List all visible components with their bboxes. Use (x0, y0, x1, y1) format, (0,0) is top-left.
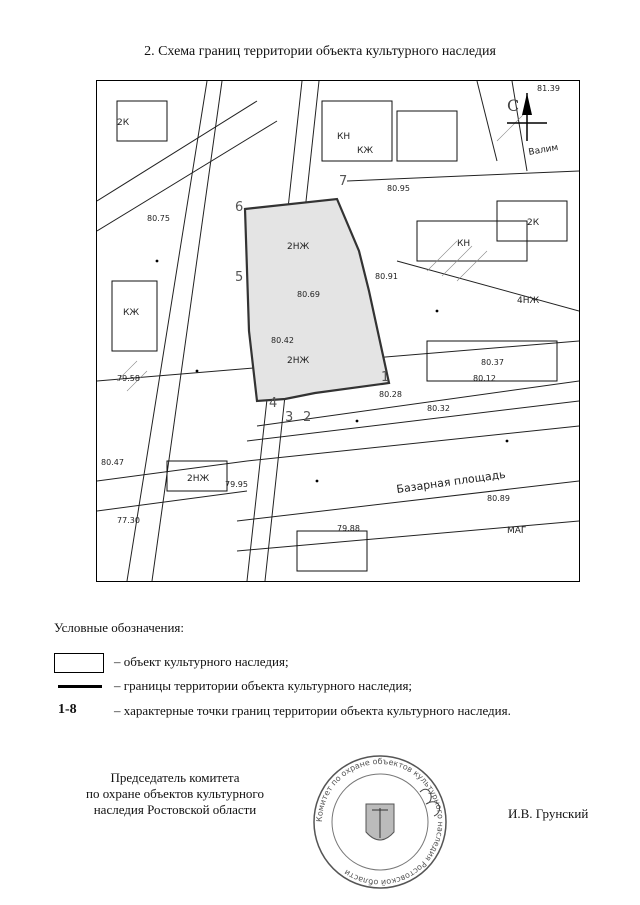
heritage-object (245, 199, 389, 401)
street-label: Базарная площадь (395, 467, 507, 496)
official-stamp (310, 752, 450, 892)
elevation-label: 80.89 (487, 494, 510, 503)
building-code: 2НЖ (287, 242, 310, 252)
elevation-label: 80.69 (297, 290, 320, 299)
elevation-label: 81.39 (537, 84, 560, 93)
legend-title: Условные обозначения: (54, 620, 185, 635)
stamp-text: Комитет по охране объектов культурного наследия Ростовской области (314, 756, 446, 888)
street-label: Валим (527, 142, 560, 158)
legend-points-symbol: 1-8 (58, 702, 77, 717)
elevation-label: 80.37 (481, 358, 504, 367)
elevation-label: 80.42 (271, 336, 294, 345)
legend-text: – границы территории объекта культурного наследия; (114, 678, 413, 693)
building-code: 4НЖ (517, 296, 540, 306)
signature-block (70, 770, 280, 818)
legend-item-points (54, 702, 614, 722)
building-code: 2К (527, 218, 540, 228)
legend-item-object (54, 653, 614, 673)
elevation-label: 80.32 (427, 404, 450, 413)
elevation-label: 80.28 (379, 390, 402, 399)
elevation-label: 79.95 (225, 480, 248, 489)
building-code: КЖ (357, 146, 374, 156)
legend-text: – характерные точки границ территории объекта культурного наследия. (114, 703, 511, 718)
signature-line: по охране объектов культурного (86, 786, 264, 801)
elevation-label: 79.58 (117, 374, 140, 383)
elevation-label: 80.75 (147, 214, 170, 223)
elevation-label: 80.95 (387, 184, 410, 193)
north-letter: С (507, 96, 520, 115)
point-number: 7 (339, 174, 348, 189)
point-number: 2 (303, 410, 312, 425)
elevation-label: 80.12 (473, 374, 496, 383)
elevation-label: 77.30 (117, 516, 140, 525)
building-code: МАГ (507, 526, 527, 536)
point-number: 5 (235, 270, 244, 285)
building-code: КН (337, 132, 351, 142)
north-arrow (507, 93, 547, 141)
elevation-label: 80.47 (101, 458, 124, 467)
signature-line: наследия Ростовской области (93, 802, 257, 817)
legend-line-symbol (58, 685, 102, 688)
point-number: 1 (381, 370, 390, 385)
building-code: 2НЖ (287, 356, 310, 366)
building-code: КН (457, 239, 471, 249)
cadastral-map (96, 80, 580, 582)
page-title: 2. Схема границ территории объекта культурного наследия (144, 44, 496, 59)
point-number: 3 (285, 410, 294, 425)
legend-box-symbol (54, 653, 104, 673)
elevation-label: 80.91 (375, 272, 398, 281)
legend-item-boundary (54, 677, 614, 697)
signatory-name: И.В. Грунский (508, 806, 589, 821)
building-code: 2К (117, 118, 130, 128)
elevation-label: 79.88 (337, 524, 360, 533)
map-drawing (97, 81, 579, 581)
point-number: 6 (235, 200, 244, 215)
signature-line: Председатель комитета (110, 770, 240, 785)
building-code: 2НЖ (187, 474, 210, 484)
building-code: КЖ (123, 308, 140, 318)
legend-text: – объект культурного наследия; (114, 654, 289, 669)
point-number: 4 (269, 396, 278, 411)
